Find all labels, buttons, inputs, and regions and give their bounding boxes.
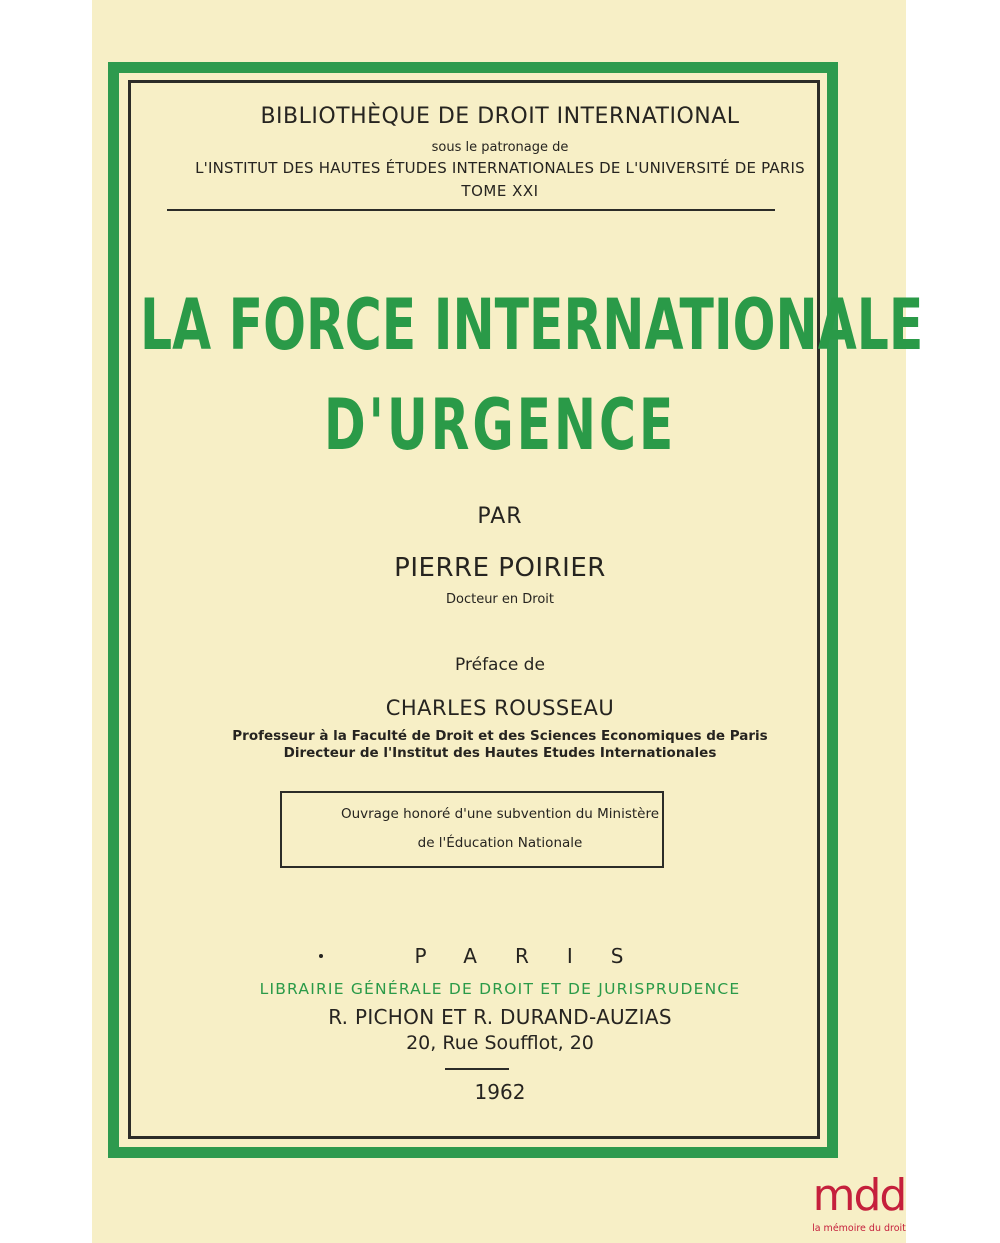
preface-label: Préface de xyxy=(455,655,545,675)
grant-notice-box xyxy=(280,791,664,868)
publisher-name: LIBRAIRIE GÉNÉRALE DE DROIT ET DE JURISPRUDENCE xyxy=(259,980,741,998)
tome-number: TOME XXI xyxy=(461,182,539,200)
publication-year: 1962 xyxy=(474,1080,526,1104)
patronage-label: sous le patronage de xyxy=(431,140,569,155)
prefacer-affiliation-1: Professeur à la Faculté de Droit et des Sciences Economiques de Paris xyxy=(232,728,768,744)
header-divider xyxy=(167,209,775,211)
logo-mark: mdd xyxy=(812,1170,906,1221)
publication-city: PARIS xyxy=(414,944,662,968)
book-title-line-1: LA FORCE INTERNATIONALE xyxy=(140,284,924,366)
grant-notice-line-2: de l'Éducation Nationale xyxy=(417,835,583,851)
publisher-address: 20, Rue Soufflot, 20 xyxy=(406,1032,594,1054)
institute-name: L'INSTITUT DES HAUTES ÉTUDES INTERNATIONALES DE L'UNIVERSITÉ DE PARIS xyxy=(195,159,805,177)
prefacer-affiliation-2: Directeur de l'Institut des Hautes Etudes Internationales xyxy=(283,745,717,761)
publisher-proprietors: R. PICHON ET R. DURAND-AUZIAS xyxy=(328,1005,672,1029)
year-divider xyxy=(445,1068,509,1070)
prefacer-name: CHARLES ROUSSEAU xyxy=(385,696,615,720)
watermark-logo xyxy=(812,1170,906,1235)
author-name: PIERRE POIRIER xyxy=(394,553,606,583)
author-title: Docteur en Droit xyxy=(445,592,555,607)
book-title-line-2: D'URGENCE xyxy=(323,384,677,466)
grant-notice-line-1: Ouvrage honoré d'une subvention du Ministère xyxy=(340,806,660,822)
series-title: BIBLIOTHÈQUE DE DROIT INTERNATIONAL xyxy=(260,104,740,129)
logo-tagline: la mémoire du droit xyxy=(812,1223,906,1234)
by-label: PAR xyxy=(477,504,523,529)
